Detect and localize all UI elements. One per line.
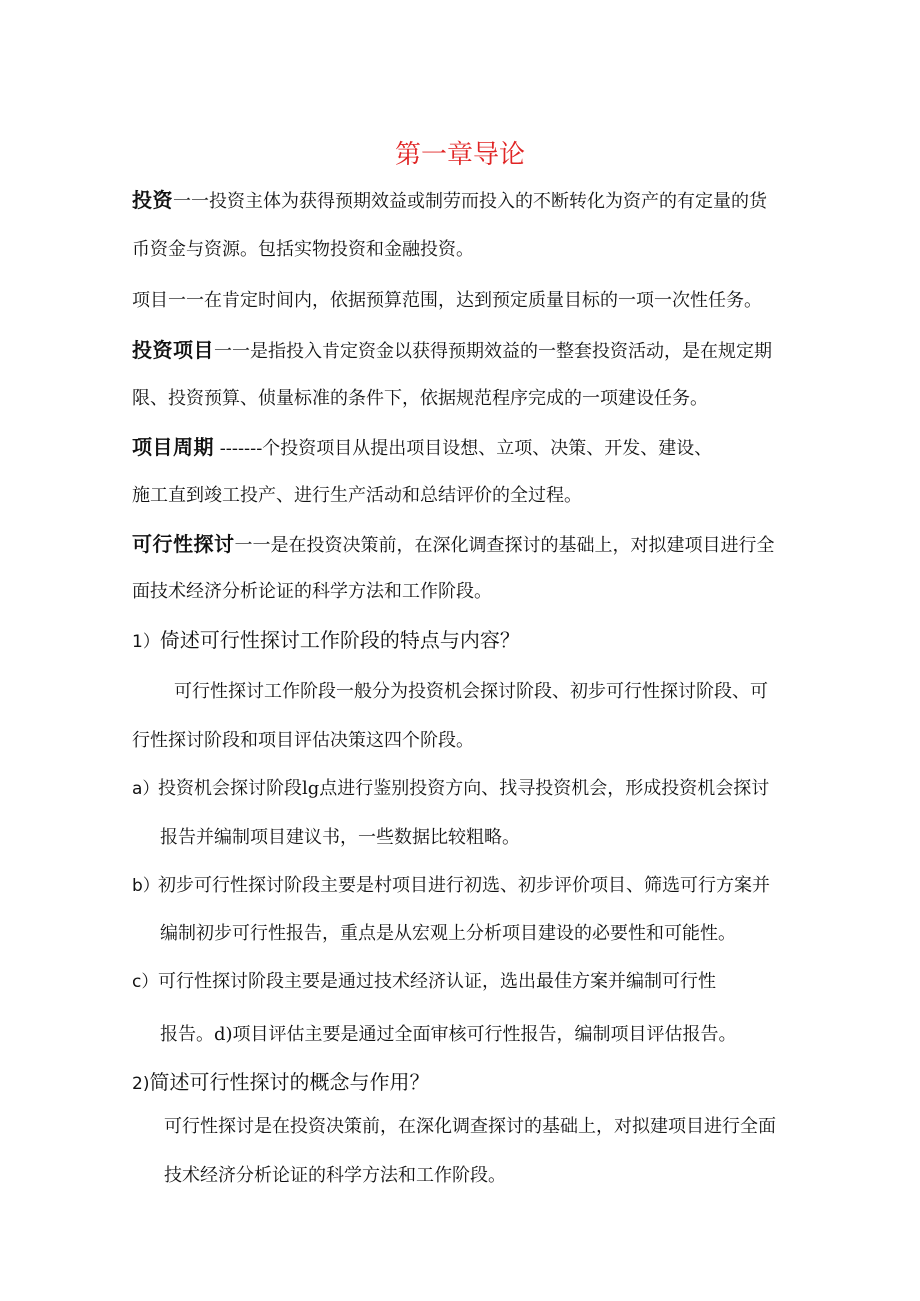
definition-investment xyxy=(132,186,767,216)
definition-project-cycle-continued: 施工直到竣工投产、进行生产活动和总结评价的全过程。 xyxy=(132,485,582,506)
list-item-c xyxy=(132,968,716,996)
question-2-number: 2) xyxy=(132,1074,150,1094)
term-investment: 投资 xyxy=(132,188,173,212)
list-item-b-label: b） xyxy=(132,876,160,896)
definition-project: 项目一一在肯定时间内，依据预算范围，达到预定质量目标的一项一次性任务。 xyxy=(132,290,762,311)
list-item-c-label: c） xyxy=(132,972,159,992)
question-2-answer-line2: 技术经济分析论证的科学方法和工作阶段。 xyxy=(164,1165,506,1186)
question-2-heading xyxy=(132,1068,429,1098)
question-2-text: 简述可行性探讨的概念与作用？ xyxy=(149,1070,430,1094)
definition-project-cycle xyxy=(132,433,712,463)
definition-investment-project-text: 一一是指投入肯定资金以获得预期效益的一整套投资活动，是在规定期 xyxy=(214,341,772,362)
list-item-a xyxy=(132,775,769,803)
definition-investment-project-continued: 限、投资预算、侦量标准的条件下，依据规范程序完成的一项建设任务。 xyxy=(132,388,708,409)
list-item-b-line2: 编制初步可行性报告，重点是从宏观上分析项目建设的必要性和可能性。 xyxy=(160,923,736,944)
list-item-a-line1: 投资机会探讨阶段lg点进行鉴别投资方向、找寻投资机会，形成投资机会探讨 xyxy=(158,778,770,799)
definition-investment-text: 一一投资主体为获得预期效益或制劳而投入的不断转化为资产的有定量的货 xyxy=(173,191,767,212)
list-item-a-line2: 报告并编制项目建议书，一些数据比较粗略。 xyxy=(160,827,520,848)
definition-feasibility xyxy=(132,530,775,560)
question-1-number: 1） xyxy=(132,632,160,652)
definition-investment-continued: 币资金与资源。包括实物投资和金融投资。 xyxy=(132,239,474,260)
definition-feasibility-text: 一一是在投资决策前，在深化调查探讨的基础上，对拟建项目进行全 xyxy=(234,535,775,556)
question-2-answer-line1: 可行性探讨是在投资决策前，在深化调查探讨的基础上，对拟建项目进行全面 xyxy=(164,1116,776,1137)
chapter-title: 第一章导论 xyxy=(394,140,525,170)
list-item-b xyxy=(132,872,770,900)
list-item-a-label: a） xyxy=(132,779,160,799)
list-item-c-line1: 可行性探讨阶段主要是通过技术经济认证，选出最佳方案并编制可行性 xyxy=(158,971,716,992)
definition-project-cycle-text: -------个投资项目从提出项目设想、立项、决策、开发、建设、 xyxy=(214,438,713,459)
term-investment-project: 投资项目 xyxy=(132,338,214,362)
question-1-heading xyxy=(132,626,520,656)
definition-feasibility-continued: 面技术经济分析论证的科学方法和工作阶段。 xyxy=(132,581,492,602)
term-feasibility: 可行性探讨 xyxy=(132,532,235,556)
question-1-answer-line2: 行性探讨阶段和项目评估决策这四个阶段。 xyxy=(132,730,474,751)
question-1-answer-line1: 可行性探讨工作阶段一般分为投资机会探讨阶段、初步可行性探讨阶段、可 xyxy=(174,681,768,702)
definition-investment-project xyxy=(132,336,772,366)
list-item-b-line1: 初步可行性探讨阶段主要是村项目进行初选、初步评价项目、筛选可行方案并 xyxy=(158,875,770,896)
question-1-text: 倚述可行性探讨工作阶段的特点与内容？ xyxy=(159,628,520,652)
list-item-c-line2: 报告。d)项目评估主要是通过全面审核可行性报告，编制项目评估报告。 xyxy=(160,1024,737,1045)
term-project-cycle: 项目周期 xyxy=(132,435,214,459)
